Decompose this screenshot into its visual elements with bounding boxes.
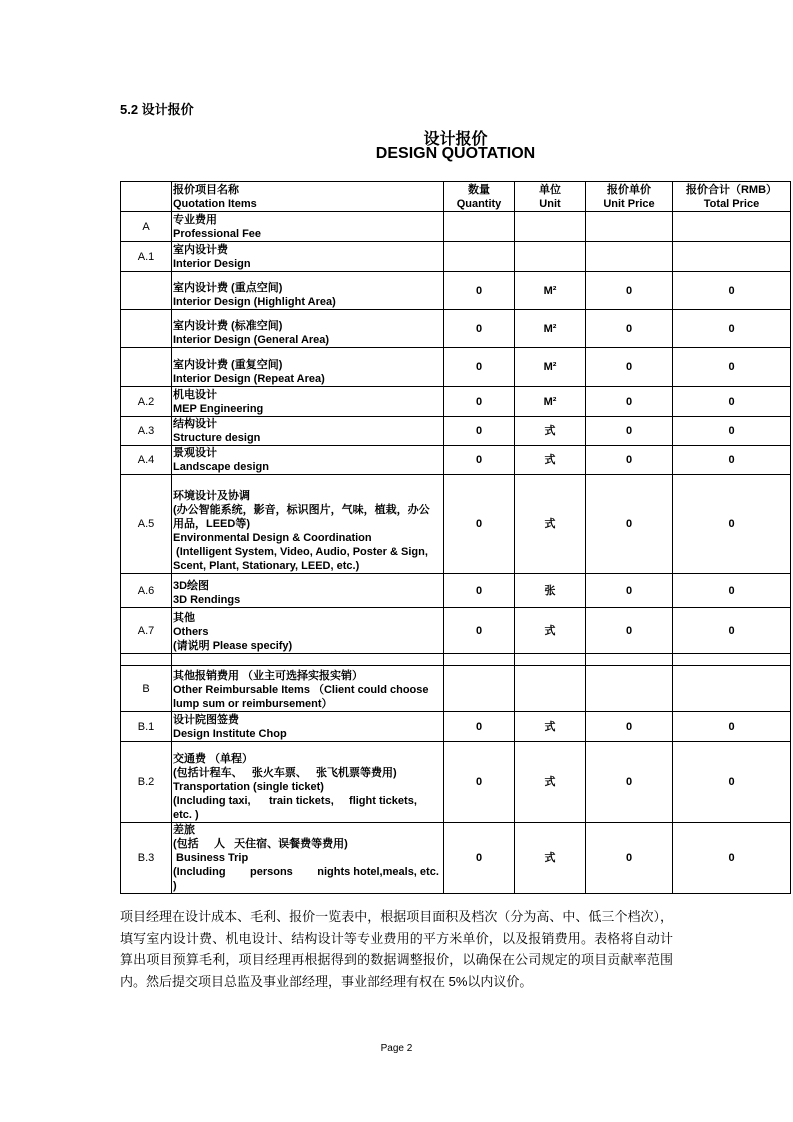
item-description-cell	[172, 417, 444, 446]
table-row	[121, 608, 791, 654]
quantity-cell: 0	[444, 574, 515, 608]
item-code-cell: A.5	[121, 475, 172, 574]
item-description-line: Interior Design (Highlight Area)	[173, 296, 336, 308]
item-description-line: )	[173, 880, 177, 892]
item-description-cell	[172, 654, 444, 666]
item-code-cell: B.3	[121, 823, 172, 894]
unit-cell	[515, 212, 586, 242]
item-description-cell	[172, 242, 444, 272]
unit-cell: M²	[515, 387, 586, 417]
item-description-cell	[172, 742, 444, 823]
unit-cell: M²	[515, 272, 586, 310]
pricing-note-paragraph: 项目经理在设计成本、毛利、报价一览表中，根据项目面积及档次（分为高、中、低三个档次），填写室内设计费、机电设计、结构设计等专业费用的平方米单价，以及报销费用。表格将自动计算出项目预算毛利，项目经理再根据得到的数据调整报价，以确保在公司规定的项目贡献率范围内。然后提交项目总监及事业部经理，事业部经理有权在 5%以内议价。	[120, 909, 673, 989]
total-price-cell	[673, 212, 791, 242]
table-row	[121, 242, 791, 272]
item-code-cell	[121, 654, 172, 666]
header-code-cell	[121, 182, 172, 212]
item-description-line: 3D Rendings	[173, 594, 241, 606]
quantity-cell: 0	[444, 272, 515, 310]
item-description-cell	[172, 823, 444, 894]
quotation-table	[120, 181, 791, 894]
quantity-cell: 0	[444, 417, 515, 446]
unit-cell: M²	[515, 310, 586, 348]
table-row	[121, 387, 791, 417]
quantity-cell: 0	[444, 387, 515, 417]
unit-price-cell: 0	[586, 417, 673, 446]
header-quantity-en: Quantity	[456, 198, 502, 210]
item-description-cell	[172, 446, 444, 475]
header-total-price-zh: 报价合计（RMB）	[685, 184, 778, 196]
item-description-line: 机电设计	[173, 389, 217, 401]
item-code-cell	[121, 348, 172, 387]
quantity-cell: 0	[444, 742, 515, 823]
quotation-title-en: DESIGN QUOTATION	[375, 145, 536, 162]
item-description-cell	[172, 712, 444, 742]
unit-cell: 式	[515, 417, 586, 446]
item-description-line: (Including taxi, train tickets, flight tickets,	[173, 795, 417, 807]
item-code-cell: A.7	[121, 608, 172, 654]
unit-price-cell: 0	[586, 446, 673, 475]
item-description-cell	[172, 475, 444, 574]
unit-price-cell: 0	[586, 272, 673, 310]
item-description-line: 室内设计费 (重复空间)	[173, 359, 283, 371]
table-row	[121, 823, 791, 894]
unit-cell: 式	[515, 608, 586, 654]
unit-price-cell	[586, 212, 673, 242]
header-item-cell	[172, 182, 444, 212]
item-description-line: Scent, Plant, Stationary, LEED, etc.)	[173, 560, 360, 572]
item-description-line: Other Reimbursable Items （Client could choose	[173, 684, 429, 696]
unit-price-cell: 0	[586, 387, 673, 417]
table-row	[121, 666, 791, 712]
item-code-cell: B.2	[121, 742, 172, 823]
item-description-line: MEP Engineering	[173, 403, 264, 415]
quantity-cell: 0	[444, 348, 515, 387]
item-description-line: 室内设计费	[173, 244, 228, 256]
unit-cell: 式	[515, 823, 586, 894]
quantity-cell	[444, 654, 515, 666]
unit-price-cell: 0	[586, 348, 673, 387]
item-code-cell	[121, 310, 172, 348]
total-price-cell	[673, 666, 791, 712]
item-description-line: 交通费 （单程）	[173, 753, 254, 765]
item-code-cell	[121, 272, 172, 310]
item-description-line: 设计院图签费	[173, 714, 239, 726]
unit-cell: 张	[515, 574, 586, 608]
quantity-cell: 0	[444, 475, 515, 574]
total-price-cell: 0	[673, 742, 791, 823]
item-description-line: Transportation (single ticket)	[173, 781, 324, 793]
item-description-cell	[172, 666, 444, 712]
table-row	[121, 742, 791, 823]
total-price-cell: 0	[673, 823, 791, 894]
item-description-line: etc. )	[173, 809, 199, 821]
item-description-cell	[172, 348, 444, 387]
total-price-cell: 0	[673, 310, 791, 348]
unit-price-cell: 0	[586, 712, 673, 742]
page-number: Page 2	[380, 1043, 413, 1054]
table-row	[121, 574, 791, 608]
table-row	[121, 212, 791, 242]
item-code-cell: A.4	[121, 446, 172, 475]
item-description-line: Interior Design	[173, 258, 251, 270]
header-item-en: Quotation Items	[173, 198, 257, 210]
item-description-line: 室内设计费 (重点空间)	[173, 282, 283, 294]
item-description-line: Interior Design (General Area)	[173, 334, 330, 346]
table-row	[121, 348, 791, 387]
unit-price-cell: 0	[586, 823, 673, 894]
item-code-cell: A.2	[121, 387, 172, 417]
header-unit-en: Unit	[539, 198, 561, 210]
item-description-cell	[172, 574, 444, 608]
item-code-cell: A.6	[121, 574, 172, 608]
item-description-line: 3D绘图	[173, 580, 210, 592]
header-total-price-en: Total Price	[703, 198, 760, 210]
item-description-line: Structure design	[173, 432, 261, 444]
item-description-line: (包括计程车、 张火车票、 张飞机票等费用)	[173, 767, 397, 779]
total-price-cell: 0	[673, 574, 791, 608]
total-price-cell: 0	[673, 387, 791, 417]
quantity-cell	[444, 242, 515, 272]
unit-price-cell: 0	[586, 475, 673, 574]
total-price-cell: 0	[673, 272, 791, 310]
header-unit-price-zh: 报价单价	[607, 184, 651, 196]
table-row	[121, 310, 791, 348]
item-description-cell	[172, 272, 444, 310]
item-description-line: (Intelligent System, Video, Audio, Poster & Sign,	[173, 546, 428, 558]
table-row	[121, 712, 791, 742]
item-description-line: lump sum or reimbursement）	[173, 698, 333, 710]
quantity-cell	[444, 212, 515, 242]
item-description-line: Design Institute Chop	[173, 728, 287, 740]
unit-cell	[515, 666, 586, 712]
item-description-cell	[172, 310, 444, 348]
quantity-cell: 0	[444, 310, 515, 348]
total-price-cell: 0	[673, 348, 791, 387]
unit-price-cell: 0	[586, 742, 673, 823]
item-description-line: (包括 人 天住宿、误餐费等费用)	[173, 838, 348, 850]
item-code-cell: B	[121, 666, 172, 712]
header-quantity-zh: 数量	[468, 184, 490, 196]
quotation-table-body	[121, 212, 791, 894]
quantity-cell: 0	[444, 608, 515, 654]
unit-cell	[515, 242, 586, 272]
unit-cell: M²	[515, 348, 586, 387]
item-code-cell: A.1	[121, 242, 172, 272]
item-description-line: 其他	[173, 612, 195, 624]
header-total-price-cell	[673, 182, 791, 212]
total-price-cell: 0	[673, 475, 791, 574]
item-description-cell	[172, 608, 444, 654]
quantity-cell: 0	[444, 712, 515, 742]
unit-cell	[515, 654, 586, 666]
total-price-cell: 0	[673, 417, 791, 446]
header-unit-price-cell	[586, 182, 673, 212]
item-description-line: (Including persons nights hotel,meals, etc.	[173, 866, 439, 878]
item-description-line: 用品，LEED等)	[173, 518, 250, 530]
item-description-line: Interior Design (Repeat Area)	[173, 373, 325, 385]
table-row	[121, 272, 791, 310]
quantity-cell	[444, 666, 515, 712]
unit-cell: 式	[515, 712, 586, 742]
quotation-title-zh: 设计报价	[423, 131, 488, 148]
header-quantity-cell	[444, 182, 515, 212]
item-description-line: 结构设计	[173, 418, 217, 430]
unit-price-cell	[586, 654, 673, 666]
header-unit-price-en: Unit Price	[603, 198, 655, 210]
item-description-line: (办公智能系统，影音，标识图片，气味，植栽，办公	[173, 504, 430, 516]
unit-cell: 式	[515, 475, 586, 574]
unit-price-cell: 0	[586, 574, 673, 608]
total-price-cell: 0	[673, 446, 791, 475]
header-unit-cell	[515, 182, 586, 212]
item-description-line: 环境设计及协调	[173, 490, 250, 502]
total-price-cell	[673, 654, 791, 666]
item-description-line: 其他报销费用 （业主可选择实报实销）	[173, 670, 364, 682]
header-item-zh: 报价项目名称	[173, 184, 239, 196]
item-code-cell: B.1	[121, 712, 172, 742]
item-description-cell	[172, 212, 444, 242]
item-description-cell	[172, 387, 444, 417]
item-description-line: Others	[173, 626, 209, 638]
item-code-cell: A.3	[121, 417, 172, 446]
item-code-cell: A	[121, 212, 172, 242]
unit-price-cell: 0	[586, 608, 673, 654]
table-row	[121, 475, 791, 574]
table-row	[121, 654, 791, 666]
item-description-line: Environmental Design & Coordination	[173, 532, 372, 544]
unit-cell: 式	[515, 446, 586, 475]
unit-price-cell	[586, 666, 673, 712]
table-row	[121, 446, 791, 475]
quantity-cell: 0	[444, 823, 515, 894]
total-price-cell	[673, 242, 791, 272]
quantity-cell: 0	[444, 446, 515, 475]
item-description-line: Professional Fee	[173, 228, 262, 240]
item-description-line: Landscape design	[173, 461, 269, 473]
table-row	[121, 417, 791, 446]
unit-price-cell: 0	[586, 310, 673, 348]
unit-cell: 式	[515, 742, 586, 823]
table-header-row	[121, 182, 791, 212]
item-description-line: 差旅	[173, 824, 195, 836]
header-unit-zh: 单位	[539, 184, 561, 196]
item-description-line: (请说明 Please specify)	[173, 640, 293, 652]
item-description-line: Business Trip	[173, 852, 249, 864]
section-heading: 5.2 设计报价	[120, 102, 194, 117]
total-price-cell: 0	[673, 712, 791, 742]
item-description-line: 室内设计费 (标准空间)	[173, 320, 283, 332]
total-price-cell: 0	[673, 608, 791, 654]
item-description-line: 专业费用	[173, 214, 217, 226]
item-description-line: 景观设计	[173, 447, 217, 459]
unit-price-cell	[586, 242, 673, 272]
